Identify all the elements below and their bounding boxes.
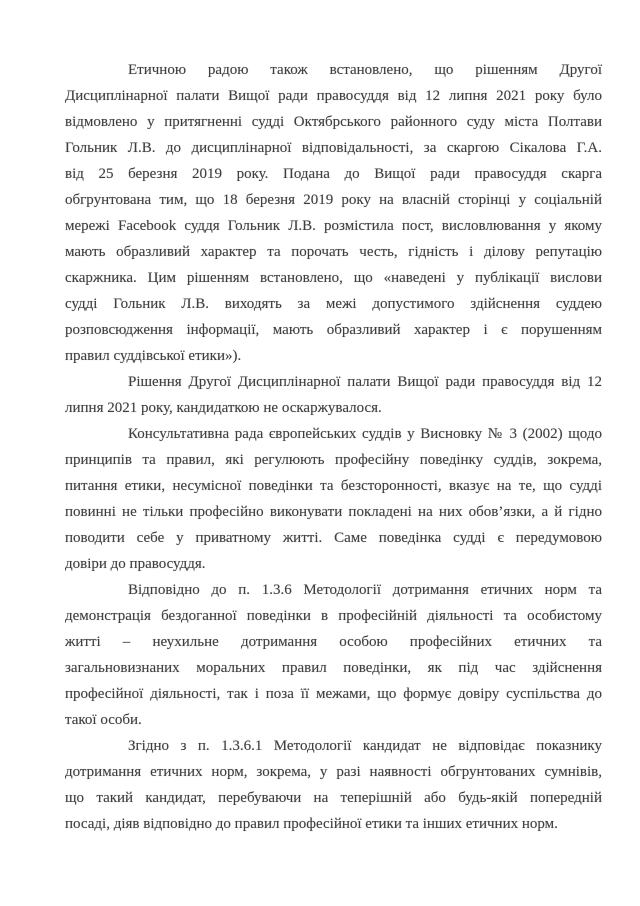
text-line: загальновизнаних моральних правил поведінки, як під час здійснення [65, 660, 602, 676]
text-line: відмовлено у притягненні судді Октябрського районного суду міста Полтави [65, 114, 602, 130]
text-line: Консультативна рада європейських суддів у Висновку № 3 (2002) щодо [128, 426, 602, 442]
text-line: липня 2021 року, кандидаткою не оскаржувалося. [65, 400, 382, 416]
paragraph [65, 369, 602, 421]
text-line: житті – неухильне дотримання особою професійних етичних та [65, 634, 602, 650]
text-line: Дисциплінарної палати Вищої ради правосуддя від 12 липня 2021 року було [65, 88, 602, 104]
text-line: Гольник Л.В. до дисциплінарної відповідальності, за скаргою Сікалова Г.А. [65, 140, 602, 156]
text-line: повинні не тільки професійно виконувати покладені на них обов’язки, а й гідно [65, 504, 602, 520]
text-line: Згідно з п. 1.3.6.1 Методології кандидат не відповідає показнику [128, 738, 602, 754]
text-line: правил суддівської етики»). [65, 348, 242, 364]
paragraph [65, 421, 602, 577]
text-line: Етичною радою також встановлено, що рішенням Другої [128, 62, 602, 78]
text-line: мають образливий характер та порочать честь, гідність і ділову репутацію [65, 244, 602, 260]
text-line: професійної діяльності, так і поза її межами, що формує довіру суспільства до [65, 686, 602, 702]
text-line: Відповідно до п. 1.3.6 Методології дотримання етичних норм та [128, 582, 602, 598]
text-line: посаді, діяв відповідно до правил професійної етики та інших етичних норм. [65, 816, 558, 832]
text-line: від 25 березня 2019 року. Подана до Вищої ради правосуддя скарга [65, 166, 602, 182]
paragraph [65, 57, 602, 369]
text-line: скаржника. Цим рішенням встановлено, що «наведені у публікації вислови [65, 270, 602, 286]
text-line: дотримання етичних норм, зокрема, у разі наявності обгрунтованих сумнівів, [65, 764, 602, 780]
paragraph [65, 577, 602, 733]
paragraph [65, 733, 602, 837]
text-line: обгрунтована тим, що 18 березня 2019 року на власній сторінці у соціальній [65, 192, 602, 208]
text-line: такої особи. [65, 712, 142, 728]
text-line: судді Гольник Л.В. виходять за межі допустимого здійснення суддею [65, 296, 602, 312]
text-line: питання етики, несумісної поведінки та безсторонності, вказує на те, що судді [65, 478, 602, 494]
text-line: що такий кандидат, перебуваючи на теперішній або будь-якій попередній [65, 790, 602, 806]
text-line: розповсюдження інформації, мають образливий характер і є порушенням [65, 322, 602, 338]
text-line: демонстрація бездоганної поведінки в професійній діяльності та особистому [65, 608, 602, 624]
text-line: Рішення Другої Дисциплінарної палати Вищої ради правосуддя від 12 [128, 374, 602, 390]
text-line: поводити себе у приватному житті. Саме поведінка судді є передумовою [65, 530, 602, 546]
text-line: принципів та правил, які регулюють професійну поведінку суддів, зокрема, [65, 452, 602, 468]
text-line: довіри до правосуддя. [65, 556, 206, 572]
document-text [65, 57, 602, 837]
text-line: мережі Facebook суддя Гольник Л.В. розмістила пост, висловлювання у якому [65, 218, 602, 234]
